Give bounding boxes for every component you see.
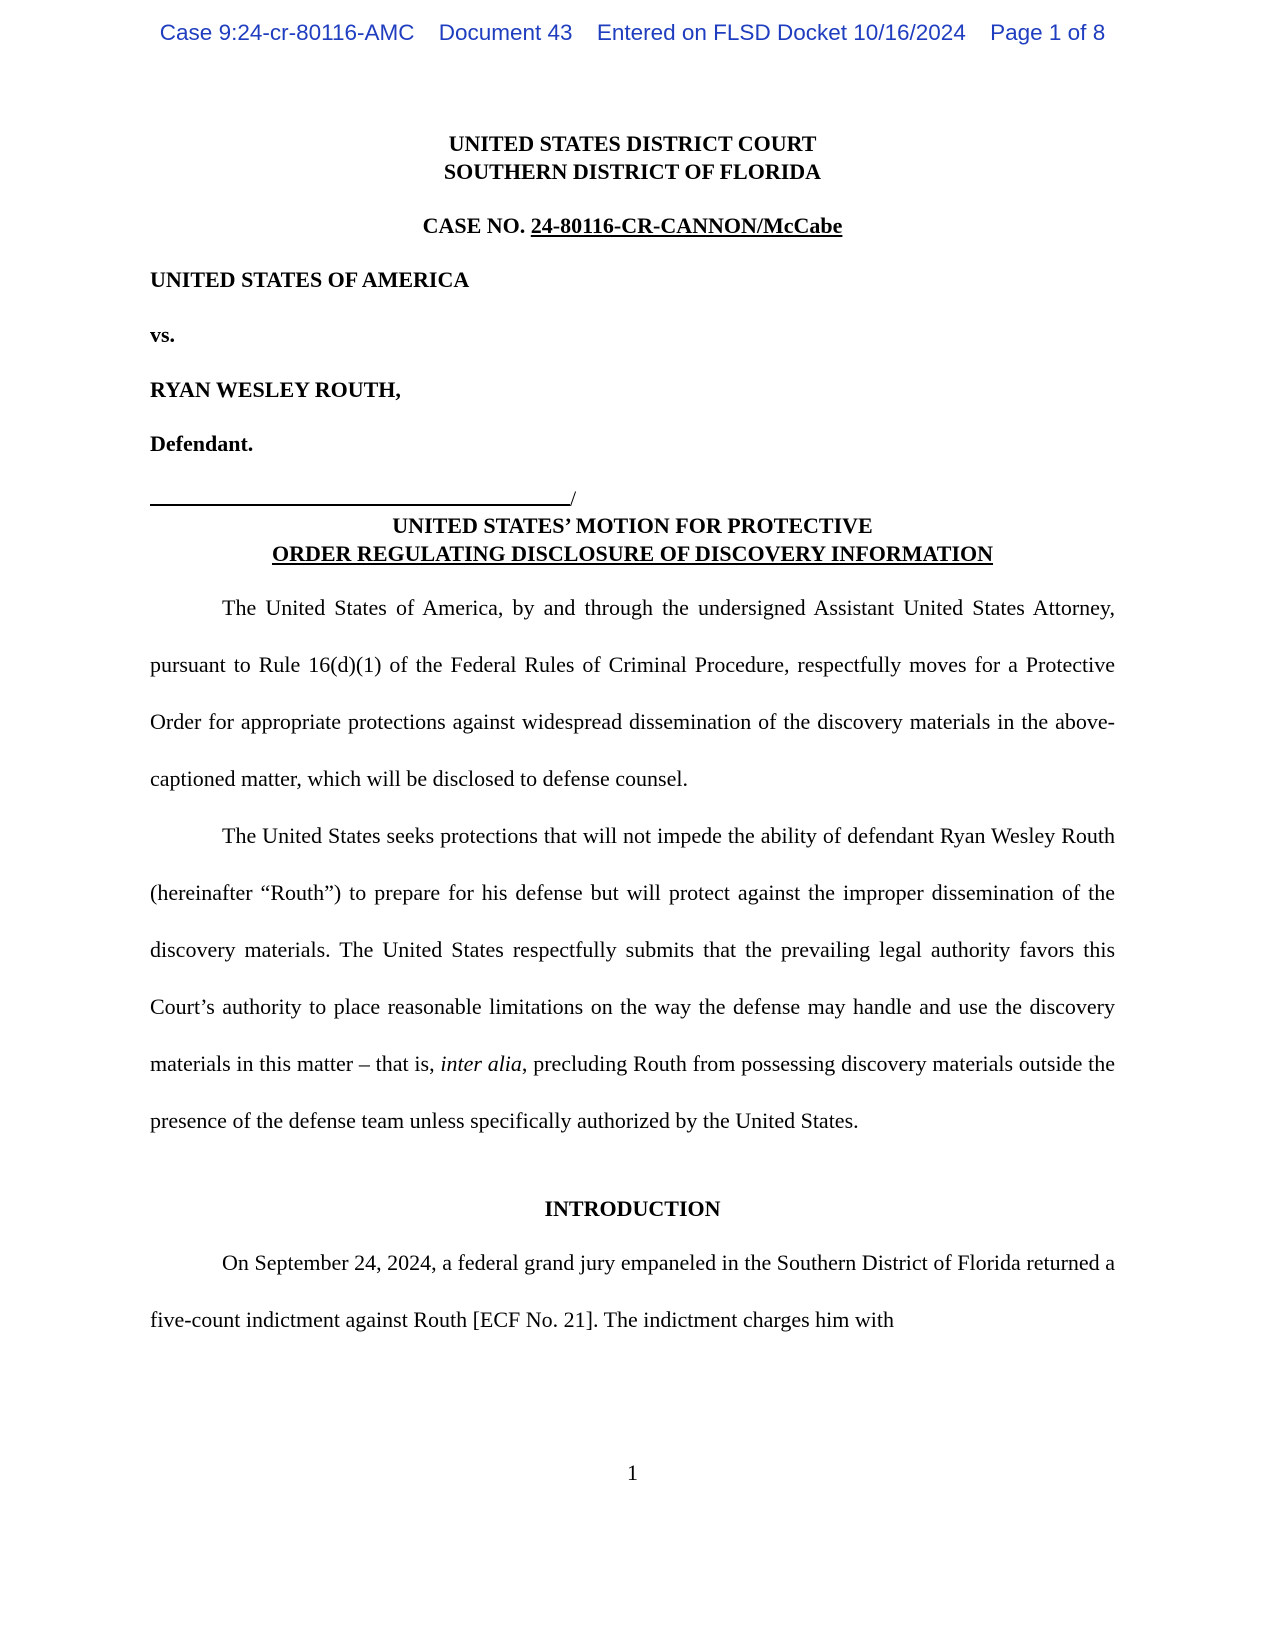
docket-entered-date: Entered on FLSD Docket 10/16/2024 [596, 20, 966, 45]
motion-title [0, 512, 1265, 568]
defendant-name: RYAN WESLEY ROUTH, [150, 377, 401, 402]
defendant-label: Defendant. [150, 431, 254, 456]
paragraph-1: The United States of America, by and through the undersigned Assistant United States Attorney, pursuant to Rule 16(d)(1) of the Federal Rules of Criminal Procedure, respectfully moves for a Protective Order for appropriate protections against widespread dissemination of the discovery materials in the above-captioned matter, which will be disclosed to defense counsel. [150, 595, 1115, 791]
plaintiff-name: UNITED STATES OF AMERICA [150, 267, 470, 292]
docket-header [0, 20, 1265, 46]
caption-underline [150, 484, 570, 506]
court-name-line1: UNITED STATES DISTRICT COURT [448, 131, 817, 156]
paragraph-2-text-b: , precluding Routh from possessing discovery materials outside the presence of the defense team unless specifically authorized by the United States. [150, 1051, 1116, 1133]
docket-document-number: Document 43 [438, 20, 573, 45]
docket-case-number: Case 9:24-cr-80116-AMC [159, 20, 415, 45]
paragraph-2 [150, 807, 1115, 1149]
section-heading-introduction: INTRODUCTION [544, 1196, 721, 1221]
motion-title-line2: ORDER REGULATING DISCLOSURE OF DISCOVERY INFORMATION [271, 541, 994, 566]
motion-body [150, 579, 1115, 1149]
versus-label: vs. [150, 322, 176, 347]
case-number: 24-80116-CR-CANNON/McCabe [530, 213, 843, 238]
caption-slash: / [570, 486, 577, 511]
court-name [0, 130, 1265, 186]
introduction-body [150, 1234, 1115, 1348]
case-number-label: CASE NO. [422, 213, 526, 238]
paragraph-2-text-a: The United States seeks protections that will not impede the ability of defendant Ryan Wesley Routh (hereinafter “Routh”) to prepare for his defense but will protect against the improper dissemination of the discovery materials. The United States respectfully submits that the prevailing legal authority favors this Court’s authority to place reasonable limitations on the way the defense may handle and use the discovery materials in this matter – that is, [150, 823, 1115, 1076]
paragraph-3: On September 24, 2024, a federal grand jury empaneled in the Southern District of Florida returned a five-count indictment against Routh [ECF No. 21]. The indictment charges him with [150, 1250, 1115, 1332]
docket-page-count: Page 1 of 8 [990, 20, 1106, 45]
court-name-line2: SOUTHERN DISTRICT OF FLORIDA [443, 159, 822, 184]
paragraph-2-italic: inter alia [440, 1051, 522, 1076]
case-number-line [0, 212, 1265, 240]
caption-rule [150, 484, 576, 513]
motion-title-line1: UNITED STATES’ MOTION FOR PROTECTIVE [392, 513, 873, 538]
page-number: 1 [627, 1460, 638, 1485]
